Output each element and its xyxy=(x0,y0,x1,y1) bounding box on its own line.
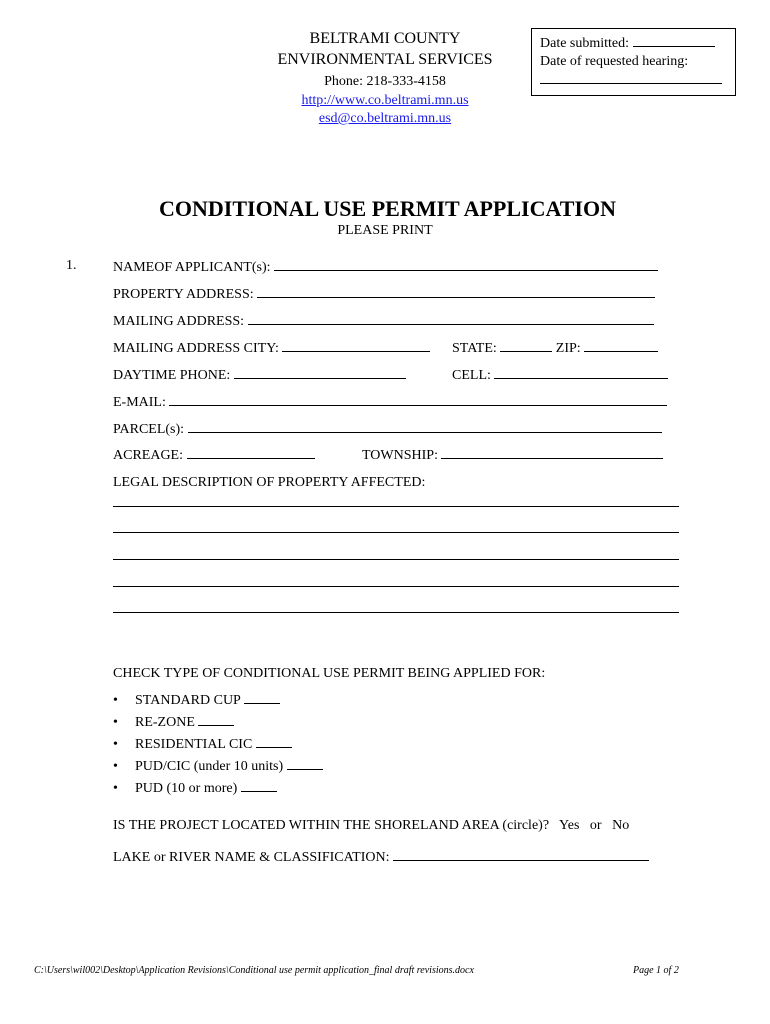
zip-label: ZIP: xyxy=(555,341,581,356)
mailing-city-label: MAILING ADDRESS CITY: xyxy=(113,341,279,356)
property-address-field[interactable] xyxy=(257,285,655,298)
date-submitted-field[interactable] xyxy=(633,34,715,47)
page-subtitle: PLEASE PRINT xyxy=(337,223,433,238)
permit-option-label: RESIDENTIAL CIC xyxy=(135,737,253,752)
township-label: TOWNSHIP: xyxy=(362,448,438,463)
permit-option-pud-cic xyxy=(113,756,323,778)
permit-option-label: STANDARD CUP xyxy=(135,693,241,708)
mailing-city-row xyxy=(113,339,430,357)
cell-field[interactable] xyxy=(494,366,668,379)
permit-option-re-zone xyxy=(113,712,323,734)
org-phone: Phone: 218-333-4158 xyxy=(324,74,446,89)
shoreland-row xyxy=(113,818,629,834)
permit-option-blank[interactable] xyxy=(256,735,292,748)
shoreland-no[interactable]: No xyxy=(612,818,630,833)
lake-river-row xyxy=(113,848,649,866)
lake-river-label: LAKE or RIVER NAME & CLASSIFICATION: xyxy=(113,850,390,865)
acreage-label: ACREAGE: xyxy=(113,448,183,463)
email-field[interactable] xyxy=(169,393,667,406)
org-name-line1: BELTRAMI COUNTY xyxy=(309,30,461,47)
permit-option-label: RE-ZONE xyxy=(135,715,195,730)
org-name-line2: ENVIRONMENTAL SERVICES xyxy=(277,51,493,68)
property-address-row xyxy=(113,285,655,303)
township-field[interactable] xyxy=(441,446,663,459)
permit-option-label: PUD (10 or more) xyxy=(135,781,238,796)
date-requested-field[interactable] xyxy=(540,71,722,84)
permit-type-list xyxy=(113,690,323,800)
parcels-row xyxy=(113,420,662,438)
parcels-field[interactable] xyxy=(188,420,662,433)
mailing-address-label: MAILING ADDRESS: xyxy=(113,314,245,329)
state-label: STATE: xyxy=(452,341,497,356)
date-requested-label: Date of requested hearing: xyxy=(540,54,689,69)
footer-page-number: Page 1 of 2 xyxy=(633,965,679,976)
page-title: CONDITIONAL USE PERMIT APPLICATION xyxy=(159,196,616,221)
permit-option-pud xyxy=(113,778,323,800)
permit-option-blank[interactable] xyxy=(198,713,234,726)
permit-option-blank[interactable] xyxy=(287,757,323,770)
permit-type-heading: CHECK TYPE OF CONDITIONAL USE PERMIT BEING APPLIED FOR: xyxy=(113,666,546,681)
state-field[interactable] xyxy=(500,339,552,352)
mailing-city-field[interactable] xyxy=(282,339,430,352)
bullet-icon: • xyxy=(113,715,118,730)
legal-description-line-5[interactable] xyxy=(113,612,679,613)
parcels-label: PARCEL(s): xyxy=(113,422,185,437)
mailing-address-field[interactable] xyxy=(248,312,654,325)
legal-description-label: LEGAL DESCRIPTION OF PROPERTY AFFECTED: xyxy=(113,475,426,490)
permit-option-blank[interactable] xyxy=(244,691,280,704)
applicant-row xyxy=(113,258,658,276)
acreage-field[interactable] xyxy=(187,446,315,459)
daytime-phone-label: DAYTIME PHONE: xyxy=(113,368,231,383)
township-row xyxy=(362,446,663,464)
bullet-icon: • xyxy=(113,759,118,774)
legal-description-line-2[interactable] xyxy=(113,532,679,533)
mailing-address-row xyxy=(113,312,654,330)
date-submitted-label: Date submitted: xyxy=(540,36,630,51)
property-address-label: PROPERTY ADDRESS: xyxy=(113,287,254,302)
org-email-link[interactable]: esd@co.beltrami.mn.us xyxy=(318,111,452,126)
cell-row xyxy=(452,366,668,384)
permit-option-blank[interactable] xyxy=(241,779,277,792)
org-header xyxy=(235,28,535,128)
footer-file-path: C:\Users\wil002\Desktop\Application Revisions\Conditional use permit application_final draft revisions.docx xyxy=(34,965,474,976)
shoreland-yes[interactable]: Yes xyxy=(559,818,580,833)
daytime-phone-row xyxy=(113,366,406,384)
section-number: 1. xyxy=(66,258,77,273)
daytime-phone-field[interactable] xyxy=(234,366,406,379)
permit-option-residential-cic xyxy=(113,734,323,756)
email-row xyxy=(113,393,667,411)
cell-label: CELL: xyxy=(452,368,491,383)
bullet-icon: • xyxy=(113,781,118,796)
lake-river-field[interactable] xyxy=(393,848,649,861)
zip-field[interactable] xyxy=(584,339,658,352)
legal-description-line-3[interactable] xyxy=(113,559,679,560)
permit-option-label: PUD/CIC (under 10 units) xyxy=(135,759,284,774)
date-box xyxy=(531,28,736,96)
applicant-label: NAMEOF APPLICANT(s): xyxy=(113,260,271,275)
bullet-icon: • xyxy=(113,693,118,708)
org-website-link[interactable]: http://www.co.beltrami.mn.us xyxy=(301,93,469,108)
applicant-field[interactable] xyxy=(274,258,658,271)
shoreland-question: IS THE PROJECT LOCATED WITHIN THE SHORELAND AREA (circle)? xyxy=(113,818,550,833)
bullet-icon: • xyxy=(113,737,118,752)
state-zip-row xyxy=(452,339,658,357)
legal-description-line-1[interactable] xyxy=(113,506,679,507)
legal-description-line-4[interactable] xyxy=(113,586,679,587)
permit-option-standard-cup xyxy=(113,690,323,712)
shoreland-or: or xyxy=(589,818,602,833)
acreage-row xyxy=(113,446,315,464)
email-label: E-MAIL: xyxy=(113,395,166,410)
